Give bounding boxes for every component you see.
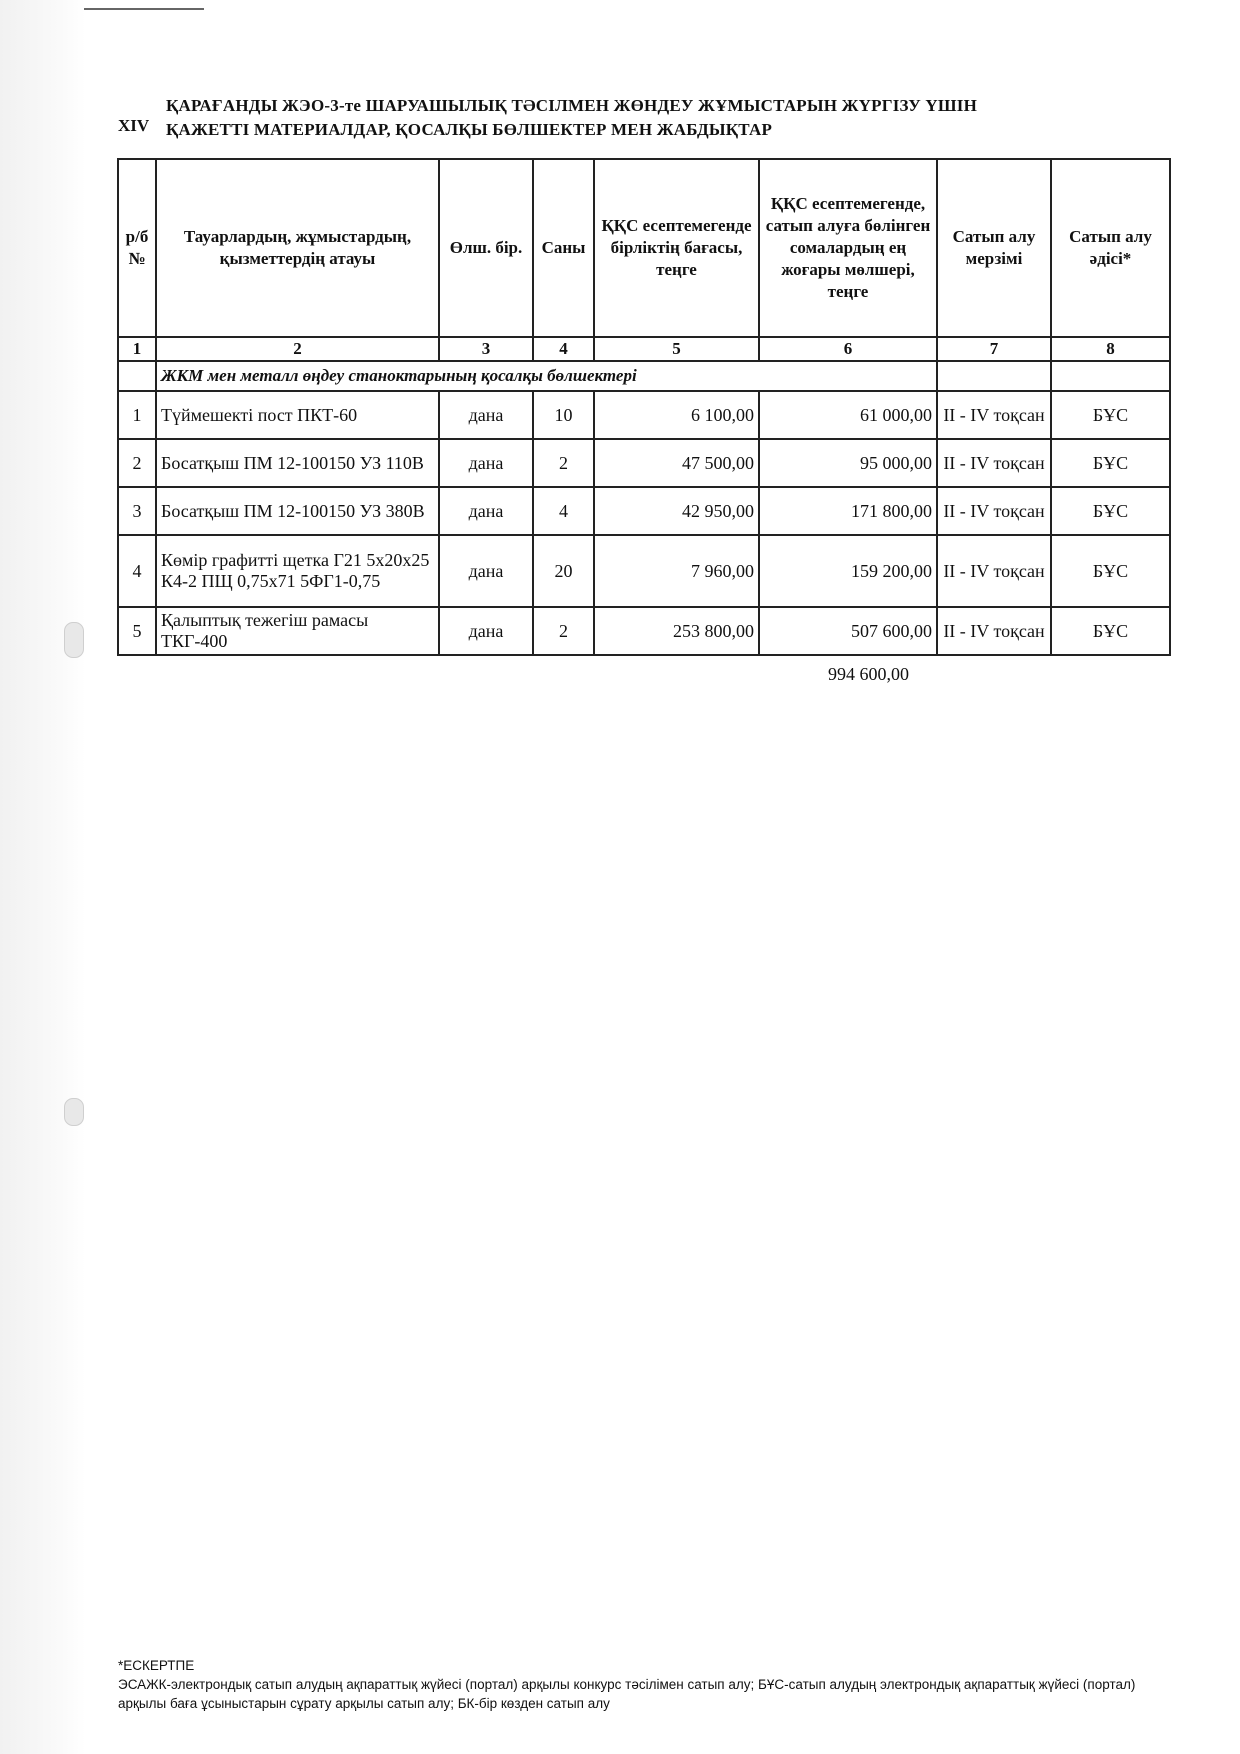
column-number: 8	[1051, 337, 1170, 361]
table-header-row	[118, 159, 1170, 337]
footnote-text: ЭСАЖК-электрондық сатып алудың ақпараттық жүйесі (портал) арқылы конкурс тәсілімен сатып алу; БҰС-сатып алудың электрондық ақпараттық жүйесі (портал) арқылы баға ұсыныстарын сұрату арқылы сатып алу; БК-бір көзден сатып алу	[118, 1677, 1136, 1711]
row-no: 4	[118, 535, 156, 607]
item-period: II - IV тоқсан	[937, 439, 1051, 487]
header-cell-method: Сатып алу әдісі*	[1051, 159, 1170, 337]
column-number: 7	[937, 337, 1051, 361]
item-method: БҰС	[1051, 607, 1170, 655]
row-no: 3	[118, 487, 156, 535]
item-price: 7 960,00	[594, 535, 759, 607]
header-cell-period: Сатып алу мерзімі	[937, 159, 1051, 337]
column-number: 2	[156, 337, 439, 361]
column-number-row	[118, 337, 1170, 361]
item-qty: 10	[533, 391, 594, 439]
item-price: 6 100,00	[594, 391, 759, 439]
item-period: II - IV тоқсан	[937, 487, 1051, 535]
row-no: 1	[118, 391, 156, 439]
item-qty: 2	[533, 439, 594, 487]
column-number: 6	[759, 337, 937, 361]
item-price: 47 500,00	[594, 439, 759, 487]
header-cell-price: ҚҚС есептемегенде бірліктің бағасы, теңге	[594, 159, 759, 337]
punch-hole	[64, 1098, 84, 1126]
item-name: Қалыптық тежегіш рамасы ТКГ-400	[156, 607, 439, 655]
item-amount: 95 000,00	[759, 439, 937, 487]
item-period: II - IV тоқсан	[937, 607, 1051, 655]
scan-top-mark	[84, 8, 204, 10]
header-cell-qty: Саны	[533, 159, 594, 337]
title-line-2: ҚАЖЕТТІ МАТЕРИАЛДАР, ҚОСАЛҚЫ БӨЛШЕКТЕР МЕН ЖАБДЫҚТАР	[166, 120, 773, 139]
item-name: Босатқыш ПМ 12-100150 УЗ 110В	[156, 439, 439, 487]
row-no: 2	[118, 439, 156, 487]
table-row	[118, 487, 1170, 535]
title-text	[166, 94, 977, 142]
empty-cell	[937, 361, 1051, 391]
item-amount: 507 600,00	[759, 607, 937, 655]
table-row	[118, 535, 1170, 607]
item-name: Түймешекті пост ПКТ-60	[156, 391, 439, 439]
scan-margin-shadow	[0, 0, 86, 1754]
item-method: БҰС	[1051, 535, 1170, 607]
table-row	[118, 607, 1170, 655]
header-cell-name: Тауарлардың, жұмыстардың, қызметтердің атауы	[156, 159, 439, 337]
item-unit: дана	[439, 391, 533, 439]
item-unit: дана	[439, 487, 533, 535]
item-amount: 171 800,00	[759, 487, 937, 535]
header-cell-amount: ҚҚС есептемегенде, сатып алуға бөлінген сомалардың ең жоғары мөлшері, теңге	[759, 159, 937, 337]
table-row	[118, 439, 1170, 487]
item-price: 253 800,00	[594, 607, 759, 655]
item-name: Босатқыш ПМ 12-100150 УЗ 380В	[156, 487, 439, 535]
item-qty: 4	[533, 487, 594, 535]
item-name: Көмір графитті щетка Г21 5х20х25 К4-2 ПЩ 0,75х71 5ФГ1-0,75	[156, 535, 439, 607]
item-qty: 20	[533, 535, 594, 607]
column-number: 4	[533, 337, 594, 361]
header-cell-unit: Өлш. бір.	[439, 159, 533, 337]
footnote	[118, 1656, 1158, 1713]
item-method: БҰС	[1051, 391, 1170, 439]
materials-table	[117, 158, 1171, 656]
item-method: БҰС	[1051, 487, 1170, 535]
item-amount: 61 000,00	[759, 391, 937, 439]
item-period: II - IV тоқсан	[937, 391, 1051, 439]
item-period: II - IV тоқсан	[937, 535, 1051, 607]
section-title: ЖКМ мен металл өңдеу станоктарының қосалқы бөлшектері	[156, 361, 937, 391]
section-row	[118, 361, 1170, 391]
title-line-1: ҚАРАҒАНДЫ ЖЭО-3-те ШАРУАШЫЛЫҚ ТӘСІЛМЕН ЖӨНДЕУ ЖҰМЫСТАРЫН ЖҮРГІЗУ ҮШІН	[166, 96, 978, 115]
row-no: 5	[118, 607, 156, 655]
grand-total: 994 600,00	[828, 664, 909, 684]
header-cell-no: р/б №	[118, 159, 156, 337]
item-unit: дана	[439, 607, 533, 655]
column-number: 1	[118, 337, 156, 361]
column-number: 3	[439, 337, 533, 361]
empty-cell	[118, 361, 156, 391]
item-amount: 159 200,00	[759, 535, 937, 607]
item-qty: 2	[533, 607, 594, 655]
item-unit: дана	[439, 535, 533, 607]
item-unit: дана	[439, 439, 533, 487]
column-number: 5	[594, 337, 759, 361]
table-row	[118, 391, 1170, 439]
empty-cell	[1051, 361, 1170, 391]
item-method: БҰС	[1051, 439, 1170, 487]
section-number: XIV	[118, 116, 150, 135]
footnote-title: *ЕСКЕРТПЕ	[118, 1658, 195, 1673]
item-price: 42 950,00	[594, 487, 759, 535]
punch-hole	[64, 622, 84, 658]
